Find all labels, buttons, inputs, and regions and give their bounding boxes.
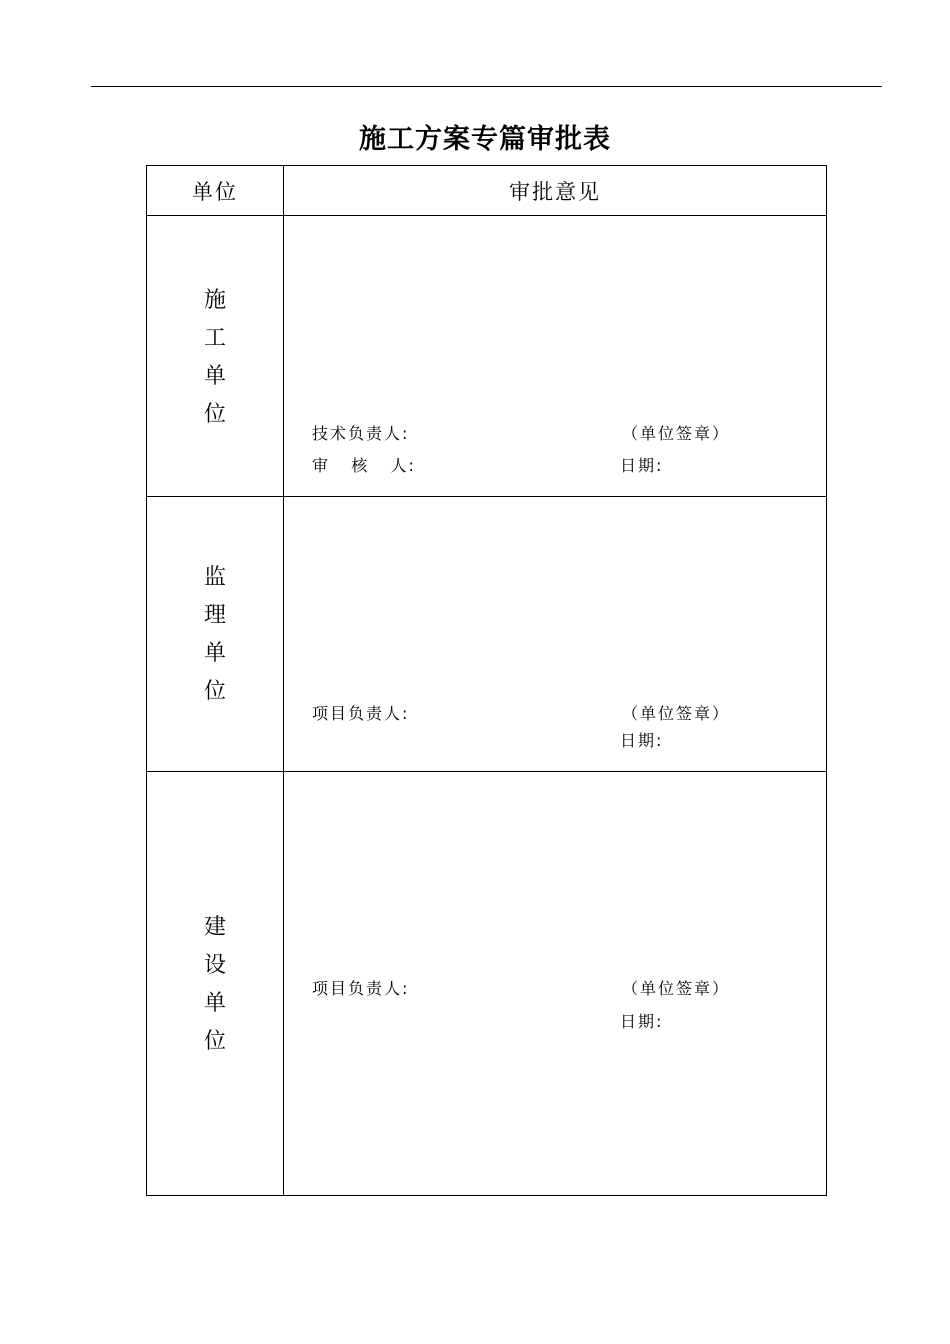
- header-opinion-cell: 审批意见: [284, 166, 827, 216]
- tech-lead-label: 技术负责人:: [312, 424, 410, 443]
- unit-char: 单: [203, 991, 226, 1016]
- unit-char: 位: [203, 679, 226, 704]
- construction-unit-cell: [147, 216, 284, 497]
- developer-unit-cell: [147, 772, 284, 1196]
- approval-form-table: [146, 165, 827, 1196]
- date-label: 日期:: [620, 456, 664, 475]
- developer-opinion-cell[interactable]: [284, 772, 827, 1196]
- unit-char: 监: [203, 565, 226, 590]
- date-label: 日期:: [620, 1012, 664, 1031]
- unit-char: 单: [203, 364, 226, 389]
- reviewer-label: 审 核 人:: [312, 456, 416, 475]
- section-developer-row: [147, 772, 827, 1196]
- construction-unit-label: [147, 282, 283, 434]
- unit-char: 单: [203, 641, 226, 666]
- unit-char: 设: [203, 953, 226, 978]
- unit-char: 理: [203, 603, 226, 628]
- table-header-row: [147, 166, 827, 216]
- unit-char: 工: [203, 326, 226, 351]
- supervision-opinion-cell[interactable]: [284, 497, 827, 772]
- supervision-unit-cell: [147, 497, 284, 772]
- construction-opinion-cell[interactable]: [284, 216, 827, 497]
- project-lead-label: 项目负责人:: [312, 704, 410, 723]
- unit-seal-label: （单位签章）: [622, 424, 731, 443]
- header-unit-cell: 单位: [147, 166, 284, 216]
- header-rule: [91, 86, 882, 87]
- unit-seal-label: （单位签章）: [622, 704, 731, 723]
- developer-unit-label: [147, 909, 283, 1061]
- project-lead-label: 项目负责人:: [312, 979, 410, 998]
- section-construction-row: [147, 216, 827, 497]
- unit-seal-label: （单位签章）: [622, 979, 731, 998]
- page-title: 施工方案专篇审批表: [359, 124, 611, 155]
- unit-char: 位: [203, 402, 226, 427]
- unit-char: 建: [203, 915, 226, 940]
- unit-char: 施: [203, 288, 226, 313]
- unit-char: 位: [203, 1029, 226, 1054]
- date-label: 日期:: [620, 731, 664, 750]
- section-supervision-row: [147, 497, 827, 772]
- supervision-unit-label: [147, 559, 283, 711]
